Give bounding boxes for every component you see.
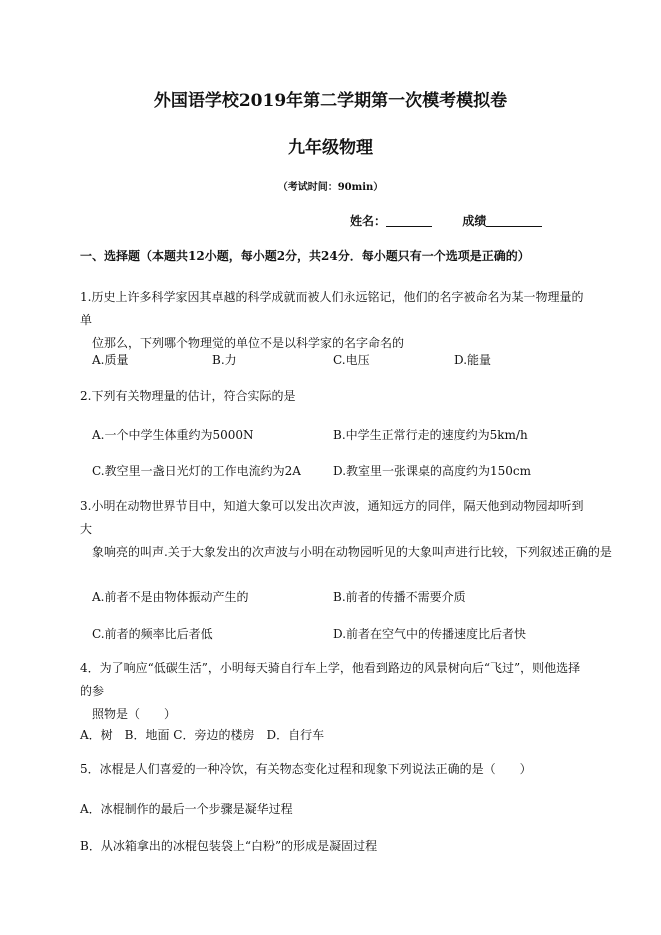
option-a: A.前者不是由物体振动产生的	[92, 590, 249, 604]
question-text: 4．为了响应“低碳生活”，小明每天骑自行车上学，他看到路边的风景树向后“飞过”，则他选择的参	[80, 661, 581, 698]
option-a: A．冰棍制作的最后一个步骤是凝华过程	[80, 802, 293, 816]
name-score-line	[350, 212, 542, 229]
question-5	[80, 758, 590, 781]
options-inline: A．树 B．地面 C．旁边的楼房 D．自行车	[80, 728, 325, 742]
score-label: 成绩	[462, 214, 487, 228]
name-label: 姓名：	[350, 214, 387, 228]
option-b: B.力	[212, 353, 237, 367]
option-d: D.能量	[454, 353, 492, 367]
page-subtitle: 九年级物理	[288, 138, 373, 158]
option-c: C.前者的频率比后者低	[92, 627, 213, 641]
name-blank	[386, 214, 432, 227]
option-d: D.前者在空气中的传播速度比后者快	[333, 627, 527, 641]
question-4	[80, 657, 590, 726]
question-1	[80, 286, 590, 355]
exam-time: （考试时间：90min）	[277, 182, 384, 193]
question-text-cont: 象响亮的叫声.关于大象发出的次声波与小明在动物园听见的大象叫声进行比较，下列叙述正确的是	[92, 545, 612, 559]
question-text-cont: 照物是（ ）	[92, 707, 177, 721]
question-text: 5．冰棍是人们喜爱的一种冷饮，有关物态变化过程和现象下列说法正确的是（ ）	[80, 762, 532, 776]
option-c: C.教空里一盏日光灯的工作电流约为2A	[92, 464, 301, 478]
question-text: 1.历史上许多科学家因其卓越的科学成就而被人们永远铭记，他们的名字被命名为某一物理量的单	[80, 290, 584, 327]
option-b: B．从冰箱拿出的冰棍包装袋上“白粉”的形成是凝固过程	[80, 839, 378, 853]
option-b: B.前者的传播不需要介质	[333, 590, 466, 604]
question-text: 2.下列有关物理量的估计，符合实际的是	[80, 389, 296, 403]
question-3	[80, 495, 612, 564]
section-heading: 一、选择题（本题共12小题，每小题2分，共24分．每小题只有一个选项是正确的）	[80, 249, 530, 263]
option-b: B.中学生正常行走的速度约为5km/h	[333, 428, 528, 442]
score-blank	[486, 214, 542, 227]
option-a: A.质量	[92, 353, 129, 367]
page-title: 外国语学校2019年第二学期第一次模考模拟卷	[153, 91, 508, 111]
question-text: 3.小明在动物世界节目中，知道大象可以发出次声波，通知远方的同伴，隔天他到动物园却听到大	[80, 499, 584, 536]
option-d: D.教室里一张课桌的高度约为150cm	[333, 464, 532, 478]
question-2	[80, 385, 590, 408]
option-a: A.一个中学生体重约为5000N	[92, 428, 254, 442]
question-text-cont: 位那么，下列哪个物理觉的单位不是以科学家的名字命名的	[92, 336, 405, 350]
option-c: C.电压	[333, 353, 370, 367]
